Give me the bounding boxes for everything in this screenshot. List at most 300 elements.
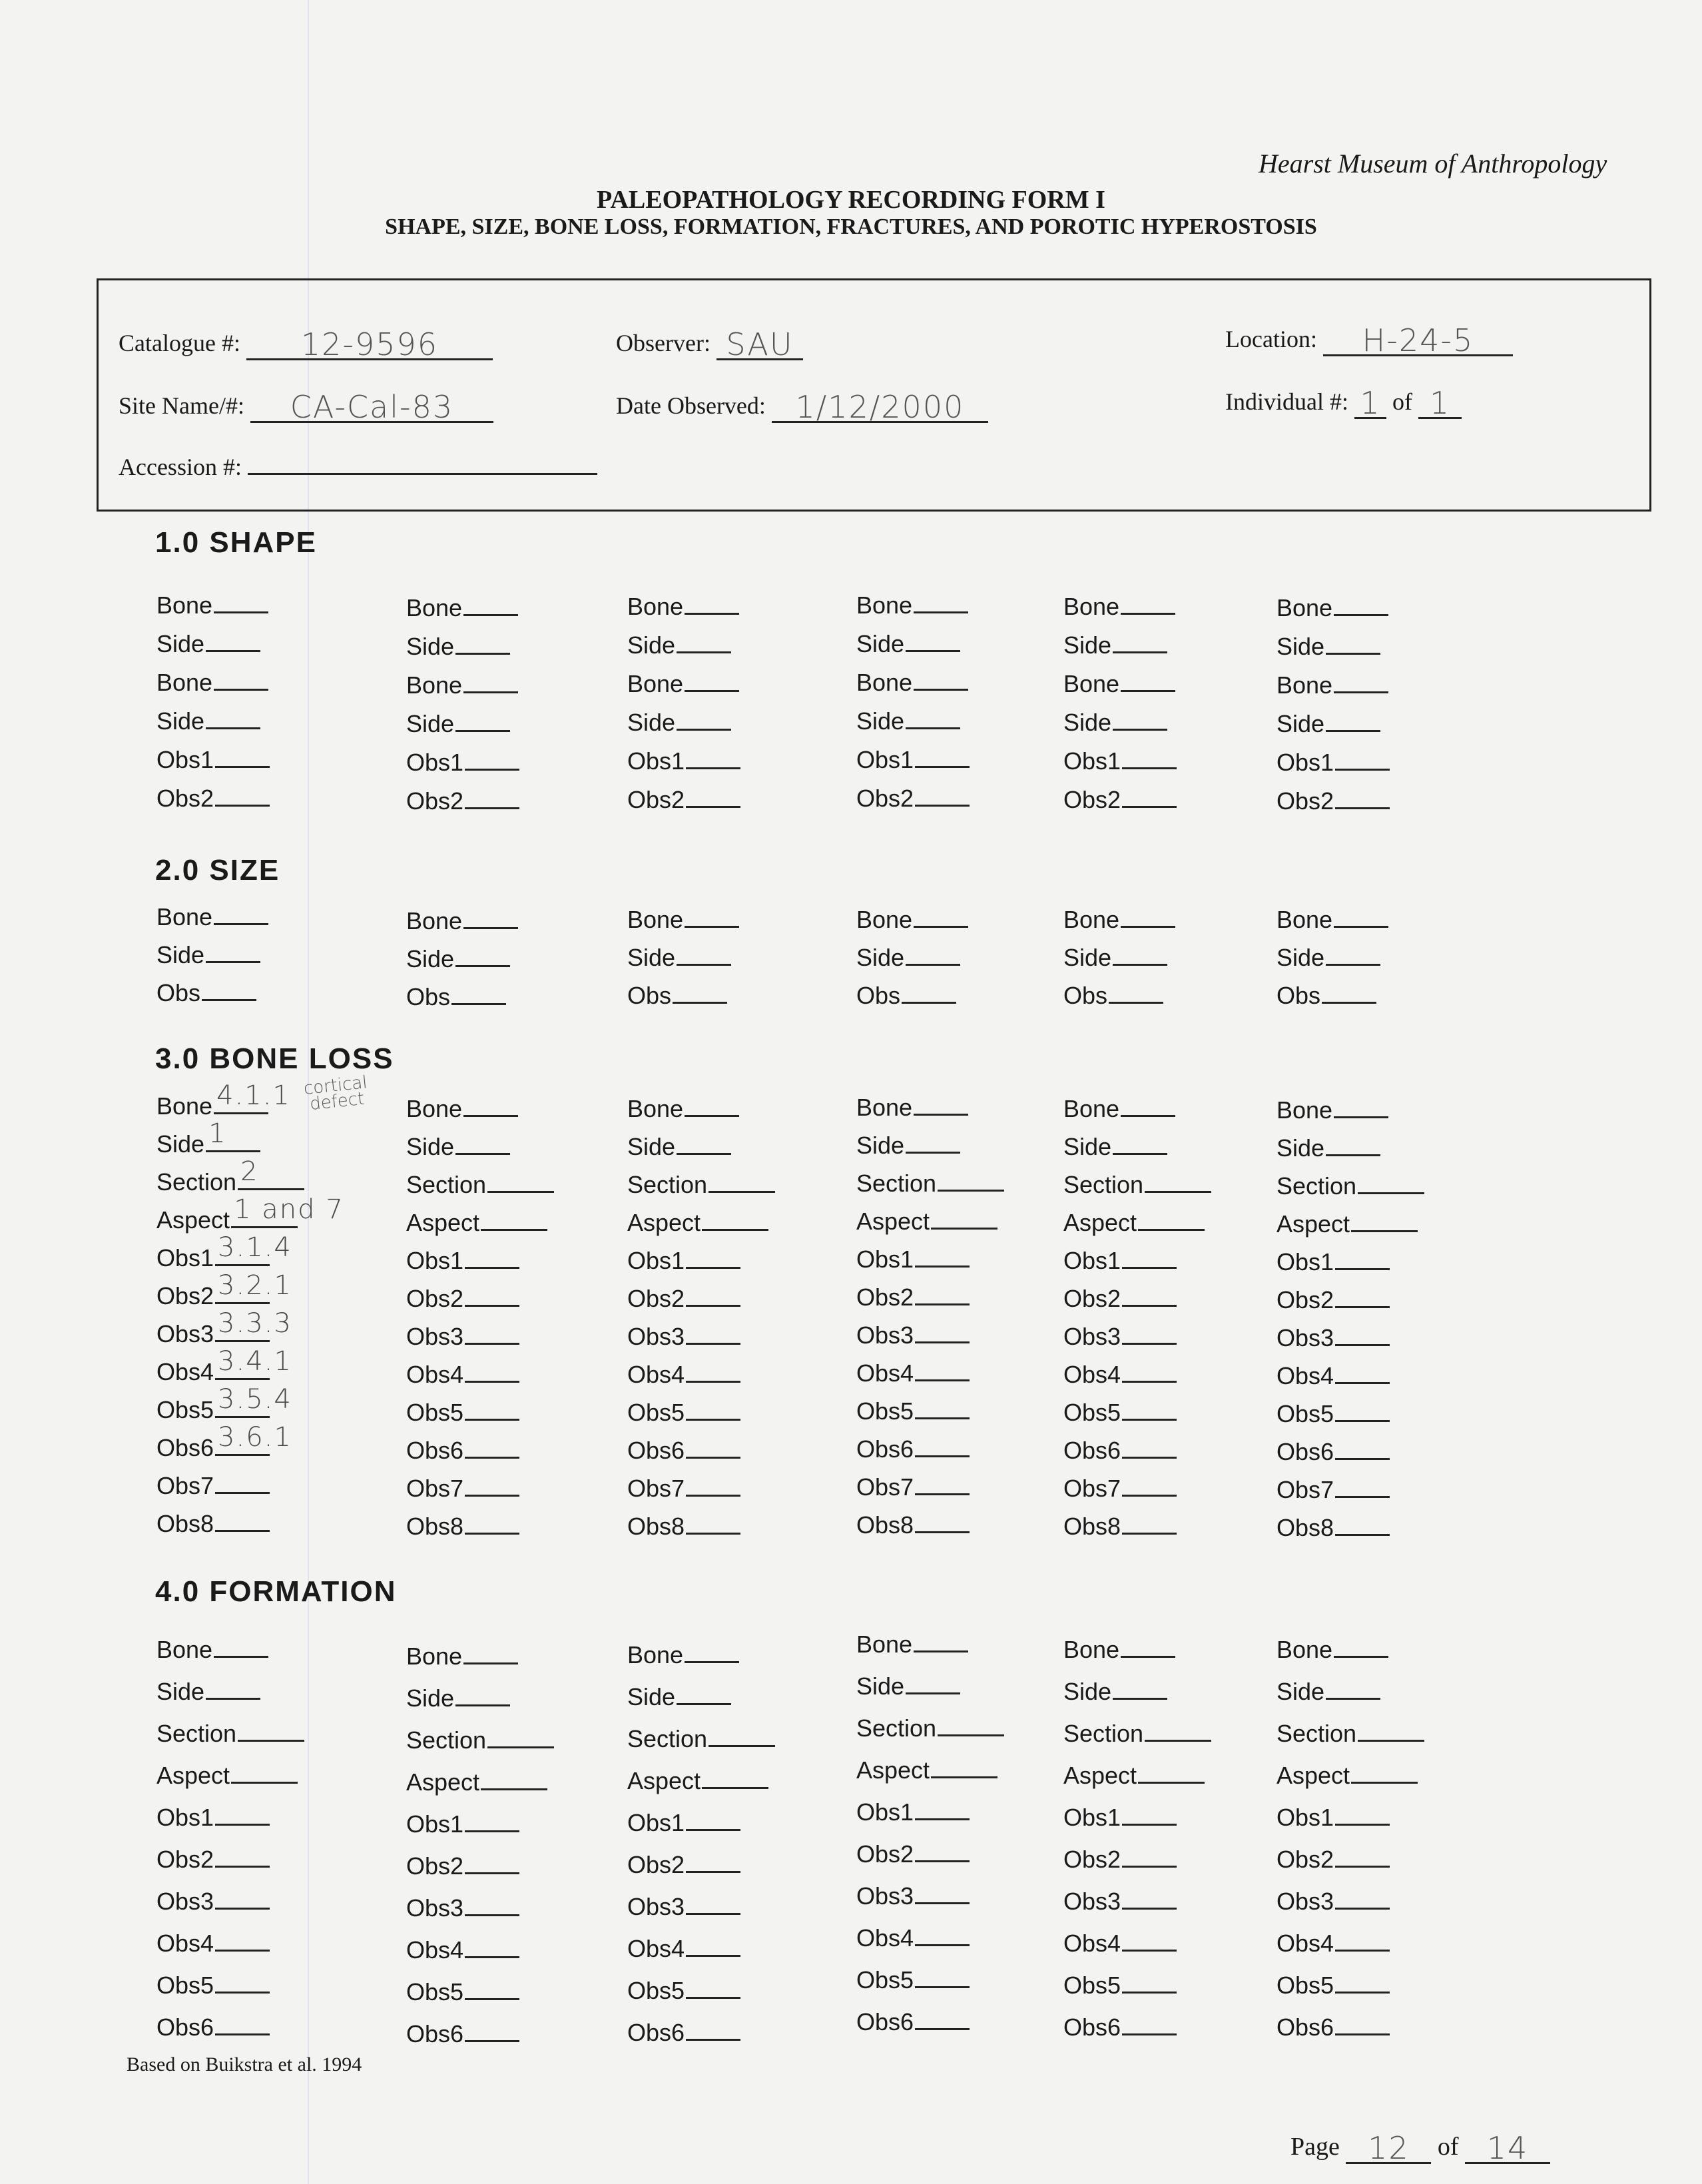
field-obs[interactable] xyxy=(1063,982,1163,1010)
field-obs2[interactable] xyxy=(856,1283,970,1311)
field-bone[interactable] xyxy=(406,1642,518,1670)
field-side[interactable] xyxy=(406,1684,510,1712)
field-section[interactable] xyxy=(406,1726,554,1754)
field-side[interactable] xyxy=(406,633,510,661)
field-input[interactable] xyxy=(915,1321,970,1343)
field-input[interactable] xyxy=(1334,1636,1388,1658)
field-input[interactable] xyxy=(1335,1438,1390,1460)
field-input[interactable] xyxy=(1138,1209,1205,1231)
field-obs5[interactable] xyxy=(856,1397,970,1425)
field-input[interactable] xyxy=(215,1422,292,1456)
field-bone[interactable] xyxy=(1276,671,1388,699)
field-obs2[interactable] xyxy=(1276,787,1390,815)
field-obs4[interactable] xyxy=(1063,1930,1177,1958)
field-obs4[interactable] xyxy=(627,1361,740,1389)
field-bone[interactable] xyxy=(856,1094,968,1122)
field-obs5[interactable] xyxy=(406,1399,519,1427)
field-bone[interactable] xyxy=(156,591,268,619)
field-obs1[interactable] xyxy=(156,1232,292,1272)
field-obs3[interactable] xyxy=(856,1321,970,1349)
field-side[interactable] xyxy=(856,707,960,735)
field-obs1[interactable] xyxy=(1276,749,1390,777)
field-input[interactable] xyxy=(215,1804,270,1826)
field-input[interactable] xyxy=(455,1684,510,1706)
field-input[interactable] xyxy=(938,1170,1004,1192)
field-obs6[interactable] xyxy=(156,2013,270,2041)
field-obs6[interactable] xyxy=(627,1437,740,1465)
field-input[interactable] xyxy=(673,982,727,1004)
field-aspect[interactable] xyxy=(1063,1209,1205,1237)
field-bone[interactable] xyxy=(1276,1636,1388,1664)
field-side[interactable] xyxy=(1063,1678,1167,1706)
field-obs3[interactable] xyxy=(1063,1323,1177,1351)
field-input[interactable] xyxy=(1326,1134,1380,1156)
field-input[interactable] xyxy=(1113,944,1167,966)
field-side[interactable] xyxy=(1276,710,1380,738)
field-input[interactable] xyxy=(677,1683,731,1705)
field-obs7[interactable] xyxy=(1063,1475,1177,1503)
field-input[interactable] xyxy=(455,1133,510,1155)
field-input[interactable] xyxy=(1335,1888,1390,1910)
field-obs7[interactable] xyxy=(406,1475,519,1503)
field-aspect[interactable] xyxy=(1063,1762,1205,1790)
field-obs2[interactable] xyxy=(1063,1846,1177,1874)
field-obs8[interactable] xyxy=(627,1513,740,1541)
field-obs2[interactable] xyxy=(856,1840,970,1868)
field-side[interactable] xyxy=(856,1672,960,1700)
field-input[interactable] xyxy=(215,1346,292,1380)
field-input[interactable] xyxy=(915,1435,970,1457)
field-obs5[interactable] xyxy=(156,1384,292,1424)
field-input[interactable] xyxy=(1122,1323,1177,1345)
field-input[interactable] xyxy=(914,1631,968,1652)
field-input[interactable] xyxy=(1121,1095,1175,1117)
field-input[interactable] xyxy=(686,786,740,808)
field-aspect[interactable] xyxy=(406,1768,547,1796)
field-input[interactable] xyxy=(686,747,740,769)
field-side[interactable] xyxy=(1276,1134,1380,1162)
field-obs3[interactable] xyxy=(406,1323,519,1351)
field-obs1[interactable] xyxy=(1063,1804,1177,1832)
field-input[interactable] xyxy=(455,945,510,967)
field-input[interactable] xyxy=(931,1756,997,1778)
observer-input[interactable] xyxy=(716,322,803,360)
field-obs1[interactable] xyxy=(856,746,970,774)
field-bone[interactable] xyxy=(627,593,739,621)
field-input[interactable] xyxy=(1121,593,1175,615)
field-side[interactable] xyxy=(856,630,960,658)
field-input[interactable] xyxy=(465,1437,519,1459)
field-input[interactable] xyxy=(915,785,970,807)
field-obs1[interactable] xyxy=(856,1246,970,1274)
field-input[interactable] xyxy=(1122,1285,1177,1307)
field-input[interactable] xyxy=(481,1209,547,1231)
field-input[interactable] xyxy=(206,630,260,652)
field-input[interactable] xyxy=(915,1798,970,1820)
field-input[interactable] xyxy=(465,1936,519,1958)
field-section[interactable] xyxy=(1063,1720,1211,1748)
field-side[interactable] xyxy=(1063,944,1167,972)
field-input[interactable] xyxy=(1335,1476,1390,1498)
field-obs5[interactable] xyxy=(156,1972,270,2000)
field-obs3[interactable] xyxy=(1276,1324,1390,1352)
field-input[interactable] xyxy=(709,1171,775,1193)
field-input[interactable] xyxy=(463,594,518,616)
field-input[interactable] xyxy=(215,1472,270,1494)
field-side[interactable] xyxy=(1276,633,1380,661)
field-bone[interactable] xyxy=(1063,670,1175,698)
field-input[interactable] xyxy=(686,1977,740,1999)
field-bone[interactable] xyxy=(856,591,968,619)
field-input[interactable] xyxy=(231,1194,344,1228)
field-input[interactable] xyxy=(686,1323,740,1345)
field-side[interactable] xyxy=(156,1678,260,1706)
field-obs2[interactable] xyxy=(1063,1285,1177,1313)
field-input[interactable] xyxy=(1326,944,1380,966)
field-input[interactable] xyxy=(931,1208,997,1230)
field-input[interactable] xyxy=(465,1852,519,1874)
field-obs6[interactable] xyxy=(856,2008,970,2036)
field-side[interactable] xyxy=(156,1118,260,1158)
field-input[interactable] xyxy=(906,944,960,966)
field-obs8[interactable] xyxy=(156,1510,270,1538)
field-input[interactable] xyxy=(906,630,960,652)
date-field[interactable] xyxy=(616,385,988,423)
field-input[interactable] xyxy=(214,903,268,925)
field-obs1[interactable] xyxy=(1276,1248,1390,1276)
field-obs[interactable] xyxy=(856,982,956,1010)
individual-total-input[interactable] xyxy=(1418,381,1462,419)
field-input[interactable] xyxy=(231,1762,298,1784)
field-input[interactable] xyxy=(206,941,260,963)
field-input[interactable] xyxy=(215,1846,270,1868)
field-bone[interactable] xyxy=(1276,906,1388,934)
field-obs4[interactable] xyxy=(627,1935,740,1963)
field-bone[interactable] xyxy=(406,671,518,699)
field-side[interactable] xyxy=(156,630,260,658)
accession-field[interactable] xyxy=(119,453,597,481)
field-input[interactable] xyxy=(685,1095,739,1117)
field-input[interactable] xyxy=(1122,1475,1177,1497)
field-obs8[interactable] xyxy=(856,1511,970,1539)
field-input[interactable] xyxy=(1335,1286,1390,1308)
field-bone[interactable] xyxy=(627,670,739,698)
field-input[interactable] xyxy=(465,1285,519,1307)
date-input[interactable] xyxy=(772,385,988,423)
field-input[interactable] xyxy=(686,1247,740,1269)
field-input[interactable] xyxy=(686,1399,740,1421)
location-input[interactable] xyxy=(1323,318,1513,356)
field-input[interactable] xyxy=(215,1930,270,1952)
field-input[interactable] xyxy=(686,1475,740,1497)
field-input[interactable] xyxy=(1335,1400,1390,1422)
field-obs1[interactable] xyxy=(1276,1804,1390,1832)
field-obs2[interactable] xyxy=(156,1270,292,1310)
field-input[interactable] xyxy=(915,746,970,768)
field-side[interactable] xyxy=(406,945,510,973)
field-input[interactable] xyxy=(906,1132,960,1154)
field-input[interactable] xyxy=(463,907,518,929)
field-input[interactable] xyxy=(214,1636,268,1658)
field-input[interactable] xyxy=(1122,1437,1177,1459)
field-obs5[interactable] xyxy=(1063,1399,1177,1427)
field-input[interactable] xyxy=(465,749,519,771)
field-input[interactable] xyxy=(202,979,256,1001)
field-input[interactable] xyxy=(465,1894,519,1916)
field-input[interactable] xyxy=(465,1810,519,1832)
field-input[interactable] xyxy=(685,593,739,615)
field-input[interactable] xyxy=(685,670,739,692)
field-obs6[interactable] xyxy=(1276,2013,1390,2041)
site-input[interactable] xyxy=(250,385,493,423)
field-input[interactable] xyxy=(465,787,519,809)
field-section[interactable] xyxy=(156,1720,304,1748)
catalogue-field[interactable] xyxy=(119,322,493,360)
field-input[interactable] xyxy=(463,671,518,693)
field-obs7[interactable] xyxy=(856,1473,970,1501)
field-input[interactable] xyxy=(914,669,968,691)
field-aspect[interactable] xyxy=(1276,1210,1418,1238)
field-input[interactable] xyxy=(238,1720,304,1742)
field-input[interactable] xyxy=(686,1285,740,1307)
field-obs5[interactable] xyxy=(1276,1972,1390,2000)
field-obs1[interactable] xyxy=(406,1247,519,1275)
field-obs2[interactable] xyxy=(627,1285,740,1313)
field-side[interactable] xyxy=(627,1683,731,1711)
field-section[interactable] xyxy=(1063,1171,1211,1199)
field-input[interactable] xyxy=(914,1094,968,1116)
field-input[interactable] xyxy=(686,1513,740,1535)
field-input[interactable] xyxy=(915,1359,970,1381)
field-bone[interactable] xyxy=(627,1095,739,1123)
field-input[interactable] xyxy=(914,906,968,928)
field-obs4[interactable] xyxy=(156,1346,292,1386)
field-bone[interactable] xyxy=(856,906,968,934)
field-input[interactable] xyxy=(465,1247,519,1269)
field-input[interactable] xyxy=(1145,1171,1211,1193)
field-input[interactable] xyxy=(1113,1133,1167,1155)
field-input[interactable] xyxy=(465,2020,519,2042)
field-input[interactable] xyxy=(463,1095,518,1117)
field-input[interactable] xyxy=(487,1726,554,1748)
field-input[interactable] xyxy=(915,2008,970,2030)
field-input[interactable] xyxy=(1122,1888,1177,1910)
field-input[interactable] xyxy=(1122,1247,1177,1269)
field-obs2[interactable] xyxy=(627,1851,740,1879)
field-input[interactable] xyxy=(1335,2013,1390,2035)
field-obs7[interactable] xyxy=(627,1475,740,1503)
field-bone[interactable] xyxy=(1276,594,1388,622)
field-section[interactable] xyxy=(1276,1172,1424,1200)
field-obs2[interactable] xyxy=(1063,786,1177,814)
field-bone[interactable] xyxy=(856,669,968,697)
field-bone[interactable] xyxy=(406,594,518,622)
field-input[interactable] xyxy=(1122,1972,1177,1994)
field-obs5[interactable] xyxy=(856,1966,970,1994)
field-bone[interactable] xyxy=(1063,906,1175,934)
field-side[interactable] xyxy=(1063,631,1167,659)
field-input[interactable] xyxy=(677,944,731,966)
field-input[interactable] xyxy=(215,1308,292,1342)
field-obs3[interactable] xyxy=(156,1308,292,1348)
field-bone[interactable] xyxy=(156,903,268,931)
field-obs2[interactable] xyxy=(156,1846,270,1874)
field-input[interactable] xyxy=(215,1510,270,1532)
field-obs6[interactable] xyxy=(156,1422,292,1462)
field-input[interactable] xyxy=(1322,982,1376,1004)
field-section[interactable] xyxy=(156,1156,304,1196)
field-side[interactable] xyxy=(856,944,960,972)
field-obs7[interactable] xyxy=(1276,1476,1390,1504)
field-aspect[interactable] xyxy=(156,1762,298,1790)
field-input[interactable] xyxy=(215,1888,270,1910)
field-input[interactable] xyxy=(1121,906,1175,928)
catalogue-input[interactable] xyxy=(246,322,493,360)
field-input[interactable] xyxy=(214,1080,291,1114)
field-input[interactable] xyxy=(1334,1096,1388,1118)
field-obs[interactable] xyxy=(156,979,256,1007)
field-input[interactable] xyxy=(1335,1804,1390,1826)
field-obs5[interactable] xyxy=(627,1977,740,2005)
field-input[interactable] xyxy=(1122,786,1177,808)
field-obs1[interactable] xyxy=(406,749,519,777)
field-input[interactable] xyxy=(1335,1930,1390,1952)
field-side[interactable] xyxy=(1063,1133,1167,1161)
field-bone[interactable] xyxy=(156,669,268,697)
field-input[interactable] xyxy=(206,1118,260,1152)
field-input[interactable] xyxy=(1335,1324,1390,1346)
field-obs2[interactable] xyxy=(1276,1846,1390,1874)
field-input[interactable] xyxy=(1326,1678,1380,1700)
field-obs1[interactable] xyxy=(627,1809,740,1837)
field-obs8[interactable] xyxy=(1276,1514,1390,1542)
field-obs6[interactable] xyxy=(1063,2013,1177,2041)
field-input[interactable] xyxy=(686,2019,740,2041)
field-input[interactable] xyxy=(677,1133,731,1155)
field-obs1[interactable] xyxy=(1063,747,1177,775)
field-input[interactable] xyxy=(1109,982,1163,1004)
field-input[interactable] xyxy=(709,1725,775,1747)
field-obs4[interactable] xyxy=(1063,1361,1177,1389)
field-obs4[interactable] xyxy=(856,1924,970,1952)
field-input[interactable] xyxy=(1335,1972,1390,1994)
location-field[interactable] xyxy=(1225,318,1513,356)
field-input[interactable] xyxy=(702,1767,768,1789)
field-input[interactable] xyxy=(1138,1762,1205,1784)
field-side[interactable] xyxy=(856,1132,960,1160)
field-input[interactable] xyxy=(1351,1762,1418,1784)
field-side[interactable] xyxy=(627,944,731,972)
field-section[interactable] xyxy=(627,1725,775,1753)
field-obs5[interactable] xyxy=(627,1399,740,1427)
field-obs1[interactable] xyxy=(406,1810,519,1838)
field-obs2[interactable] xyxy=(1276,1286,1390,1314)
field-input[interactable] xyxy=(1334,906,1388,928)
field-aspect[interactable] xyxy=(627,1209,768,1237)
field-input[interactable] xyxy=(451,983,506,1005)
field-input[interactable] xyxy=(465,1513,519,1535)
field-input[interactable] xyxy=(906,1672,960,1694)
field-input[interactable] xyxy=(686,1437,740,1459)
field-input[interactable] xyxy=(915,1966,970,1988)
field-obs8[interactable] xyxy=(1063,1513,1177,1541)
field-input[interactable] xyxy=(1335,787,1390,809)
field-obs2[interactable] xyxy=(627,786,740,814)
field-input[interactable] xyxy=(465,1323,519,1345)
field-input[interactable] xyxy=(206,1678,260,1700)
field-obs6[interactable] xyxy=(1063,1437,1177,1465)
field-obs4[interactable] xyxy=(406,1936,519,1964)
field-input[interactable] xyxy=(1122,747,1177,769)
field-input[interactable] xyxy=(1121,1636,1175,1658)
field-bone[interactable] xyxy=(406,907,518,935)
field-obs8[interactable] xyxy=(406,1513,519,1541)
field-bone[interactable] xyxy=(1063,593,1175,621)
field-aspect[interactable] xyxy=(156,1194,344,1234)
field-obs5[interactable] xyxy=(406,1978,519,2006)
field-bone[interactable] xyxy=(1063,1095,1175,1123)
field-input[interactable] xyxy=(906,707,960,729)
field-obs1[interactable] xyxy=(1063,1247,1177,1275)
field-input[interactable] xyxy=(1145,1720,1211,1742)
field-input[interactable] xyxy=(1334,594,1388,616)
field-input[interactable] xyxy=(481,1768,547,1790)
field-obs2[interactable] xyxy=(406,1852,519,1880)
field-section[interactable] xyxy=(856,1170,1004,1198)
field-input[interactable] xyxy=(1326,633,1380,655)
field-obs3[interactable] xyxy=(856,1882,970,1910)
field-input[interactable] xyxy=(1358,1720,1424,1742)
field-bone[interactable] xyxy=(856,1631,968,1658)
field-input[interactable] xyxy=(938,1714,1004,1736)
field-input[interactable] xyxy=(1113,631,1167,653)
field-input[interactable] xyxy=(1335,1248,1390,1270)
field-bone[interactable] xyxy=(1276,1096,1388,1124)
field-obs4[interactable] xyxy=(856,1359,970,1387)
field-obs4[interactable] xyxy=(406,1361,519,1389)
field-input[interactable] xyxy=(455,633,510,655)
field-input[interactable] xyxy=(915,1473,970,1495)
field-input[interactable] xyxy=(1335,1846,1390,1868)
field-side[interactable] xyxy=(156,941,260,969)
field-obs2[interactable] xyxy=(406,1285,519,1313)
field-obs3[interactable] xyxy=(627,1893,740,1921)
field-input[interactable] xyxy=(238,1156,304,1190)
field-input[interactable] xyxy=(1122,2013,1177,2035)
field-aspect[interactable] xyxy=(406,1209,547,1237)
field-side[interactable] xyxy=(1276,944,1380,972)
site-field[interactable] xyxy=(119,385,493,423)
field-input[interactable] xyxy=(214,669,268,691)
field-input[interactable] xyxy=(215,1384,292,1418)
field-input[interactable] xyxy=(1358,1172,1424,1194)
field-input[interactable] xyxy=(1122,1513,1177,1535)
field-input[interactable] xyxy=(686,1851,740,1873)
field-input[interactable] xyxy=(914,591,968,613)
field-obs1[interactable] xyxy=(627,1247,740,1275)
field-bone[interactable] xyxy=(156,1080,291,1120)
field-input[interactable] xyxy=(685,1641,739,1663)
field-side[interactable] xyxy=(627,1133,731,1161)
field-input[interactable] xyxy=(1122,1399,1177,1421)
field-input[interactable] xyxy=(915,1283,970,1305)
field-input[interactable] xyxy=(215,1232,292,1266)
field-input[interactable] xyxy=(702,1209,768,1231)
field-input[interactable] xyxy=(1122,1930,1177,1952)
field-obs5[interactable] xyxy=(1063,1972,1177,2000)
field-side[interactable] xyxy=(406,710,510,738)
field-input[interactable] xyxy=(463,1642,518,1664)
